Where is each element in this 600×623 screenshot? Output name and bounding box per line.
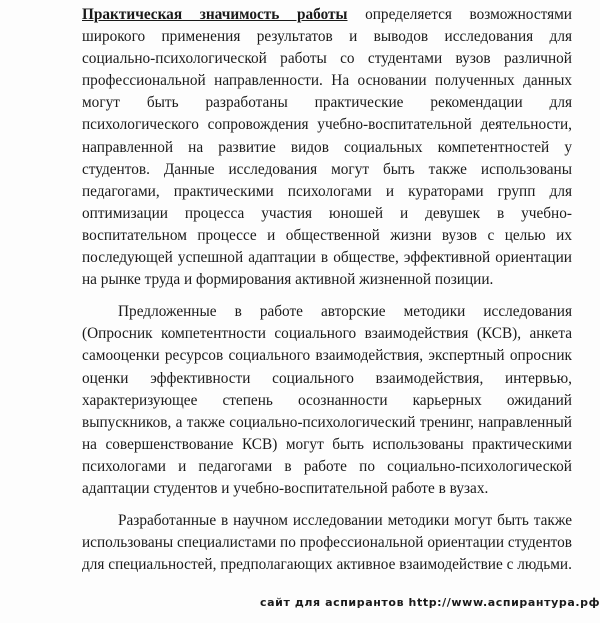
- paragraph-author-methods: Предложенные в работе авторские методики исследования (Опросник компетентности социального взаимодействия (КСВ), анкета самооценки ресурсов социального взаимодействия, экспертный опросник оценки эффективности социального взаимодействия, интервью, характеризующее степень осознанности карьерных ожиданий выпускников, а также социально-психологический тренинг, направленный на совершенствование КСВ) могут быть использованы практическими психологами и педагогами в работе по социально-психологической адаптации студентов и учебно-воспитательной работе в вузах.: [82, 303, 572, 497]
- section-heading-practical-significance: Практическая значимость работы: [82, 6, 348, 23]
- document-body: [82, 4, 572, 576]
- paragraph-developed-methods: Разработанные в научном исследовании методики могут быть также использованы специалистами по профессиональной ориентации студентов для специальностей, предполагающих активное взаимодействие с людьми.: [82, 512, 572, 574]
- paragraph-1-text: определяется возможностями широкого применения результатов и выводов исследования для социально-психологической работы со студентами вузов различной профессиональной направленности. На основании полученных данных могут быть разработаны практические рекомендации для психологического сопровождения учебно-воспитательной деятельности, направленной на развитие видов социальных компетентностей у студентов. Данные исследования могут быть также использованы педагогами, практическими психологами и кураторами групп для оптимизации процесса участия юношей и девушек в учебно-воспитательном процессе и общественной жизни вузов с целью их последующей успешной адаптации в обществе, эффективной ориентации на рынке труда и формирования активной жизненной позиции.: [82, 6, 572, 289]
- site-footer-watermark: сайт для аспирантов http://www.аспирантура.рф: [260, 596, 600, 609]
- paragraph-practical-significance: [82, 4, 572, 291]
